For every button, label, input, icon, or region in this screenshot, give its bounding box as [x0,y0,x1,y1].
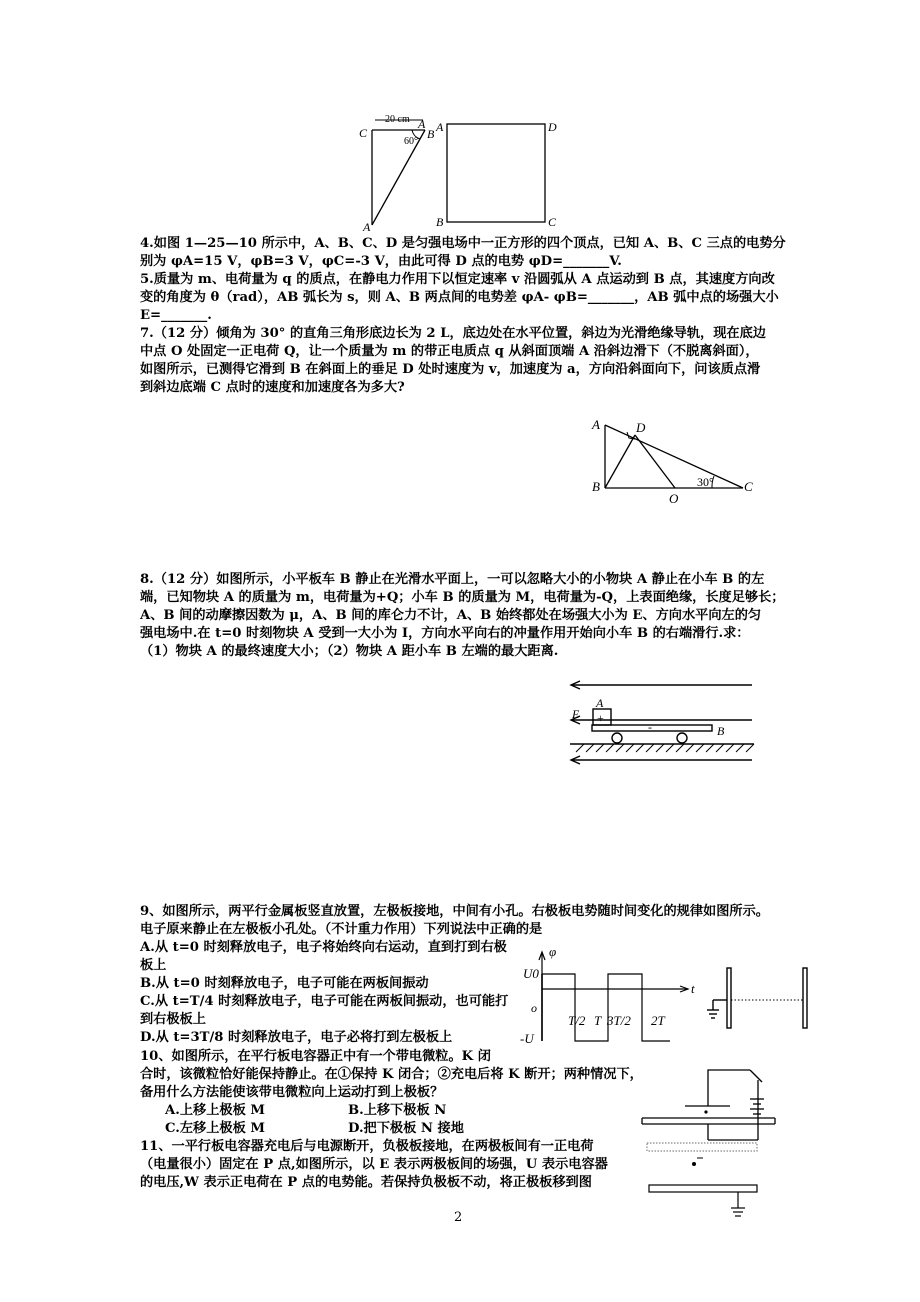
q5-line2: 变的角度为 θ（rad），AB 弧长为 s，则 A、B 两点间的电势差 φA- φB=_______，AB 弧中点的场强大小 [140,290,779,305]
tick-T: T [594,1013,602,1028]
tick-T-half: T/2 [568,1013,586,1028]
q9-line1: 9、如图所示，两平行金属板竖直放置，左极板接地，中间有小孔。右极板电势随时间变化的规律如图所示。 [140,904,769,919]
figure-q4 [350,110,580,235]
q10-line2: 合时，该微粒恰好能保持静止。在①保持 K 闭合；②充电后将 K 断开；两种情况下， [140,1067,643,1082]
tick-3T-half: 3T/2 [607,1013,631,1028]
label-A: A [596,696,604,710]
label-sq-D: D [548,120,557,134]
q8-line4: 强电场中.在 t=0 时刻物块 A 受到一大小为 I，方向水平向右的冲量作用开始向小车 B 的右端滑行.求： [140,626,750,641]
label-sq-A: A [436,120,444,134]
label-A-bottom: A [363,220,371,234]
label-minus: - [648,720,652,734]
q10-option-b: B.上移下极板 N [348,1103,447,1118]
q11-line3: 的电压,W 表示正电荷在 P 点的电势能。若保持负极板不动，将正极板移到图 [140,1175,592,1190]
q9-option-c-line1: C.从 t=T/4 时刻释放电子，电子可能在两板间振动，也可能打 [140,994,509,1009]
q9-option-a-line2: 板上 [140,958,167,973]
q8-line2: 端，已知物块 A 的质量为 m，电荷量为+Q；小车 B 的质量为 M，电荷量为-Q，上表面绝缘，长度足够长； [140,590,785,605]
q11-line2: （电量很小）固定在 P 点,如图所示，以 E 表示两极板间的场强，U 表示电容器 [140,1157,608,1172]
label-60deg: 60° [404,136,418,147]
label-sq-C: C [548,215,557,229]
q10-line3: 备用什么方法能使该带电微粒向上运动打到上极板？ [140,1085,444,1100]
q4-line1: 4.如图 1—25—10 所示中，A、B、C、D 是匀强电场中一正方形的四个顶点，已知 A、B、C 三点的电势分 [140,236,786,251]
figure-q9-graph [520,946,710,1046]
label-C: C [359,126,368,140]
q5-line3: E=_______. [140,308,212,323]
q9-option-a-line1: A.从 t=0 时刻释放电子，电子将始终向右运动，直到打到右极 [140,940,507,955]
q11-line1: 11、一平行板电容器充电后与电源断开，负极板接地，在两极板间有一正电荷 [140,1139,594,1154]
q9-option-d: D.从 t=3T/8 时刻释放电子，电子必将打到左极板上 [140,1030,453,1045]
figure-q8 [562,672,762,777]
q5-line1: 5.质量为 m、电荷量为 q 的质点，在静电力作用下以恒定速率 v 沿圆弧从 A 点运动到 B 点，其速度方向改 [140,272,775,287]
label-D: D [636,420,646,435]
label-phi: φ [549,944,557,959]
label-origin: o [531,1001,537,1015]
q7-line2: 中点 O 处固定一正电荷 Q，让一个质量为 m 的带正电质点 q 从斜面顶端 A 沿斜边滑下（不脱离斜面）， [140,344,759,359]
label-U0: U0 [523,966,539,981]
label-negU: -U [520,1031,534,1046]
label-C: C [744,479,753,494]
label-t: t [691,981,695,996]
q10-option-a: A.上移上极板 M [165,1103,265,1118]
figure-q7 [585,410,765,510]
figure-q9-plates [705,966,815,1028]
figure-q10 [640,1062,780,1142]
q10-option-d: D.把下极板 N 接地 [348,1121,464,1136]
label-O: O [669,491,679,506]
label-20cm: 20 cm [385,114,410,125]
q9-option-b: B.从 t=0 时刻释放电子，电子可能在两板间振动 [140,976,429,991]
q4-line2: 别为 φA=15 V，φB=3 V，φC=-3 V，由此可得 D 点的电势 φD=_______V. [140,254,622,269]
q8-line5: （1）物块 A 的最终速度大小；（2）物块 A 距小车 B 左端的最大距离. [140,644,559,659]
q7-line3: 如图所示，已测得它滑到 B 在斜面上的垂足 D 处时速度为 v，加速度为 a，方向沿斜面向下，问该质点滑 [140,362,761,377]
q8-line3: A、B 间的动摩擦因数为 μ，A、B 间的库仑力不计，A、B 始终都处在场强大小为 E、方向水平向左的匀 [140,608,762,623]
page-number: 2 [454,1210,463,1225]
label-30deg: 30° [697,475,714,489]
tick-2T: 2T [651,1013,665,1028]
label-E: E [572,707,580,721]
q10-line1: 10、如图所示，在平行板电容器正中有一个带电微粒。K 闭 [140,1049,491,1064]
q9-line2: 电子原来静止在左极板小孔处。（不计重力作用）下列说法中正确的是 [140,922,543,937]
label-B: B [427,127,435,141]
label-sq-B: B [436,215,444,229]
q8-line1: 8.（12 分）如图所示，小平板车 B 静止在光滑水平面上，一可以忽略大小的小物块 A 静止在小车 B 的左 [140,572,765,587]
label-B: B [592,479,600,494]
q7-line1: 7.（12 分）倾角为 30° 的直角三角形底边长为 2 L，底边处在水平位置，斜边为光滑绝缘导轨，现在底边 [140,326,766,341]
label-A: A [592,417,600,432]
label-A-top: A [418,117,426,131]
label-plus: + [597,711,604,725]
figure-q11 [645,1140,760,1220]
q10-option-c: C.左移上极板 M [165,1121,265,1136]
q7-line4: 到斜边底端 C 点时的速度和加速度各为多大? [140,380,405,395]
label-B: B [717,724,725,738]
q9-option-c-line2: 到右极板上 [140,1012,206,1027]
